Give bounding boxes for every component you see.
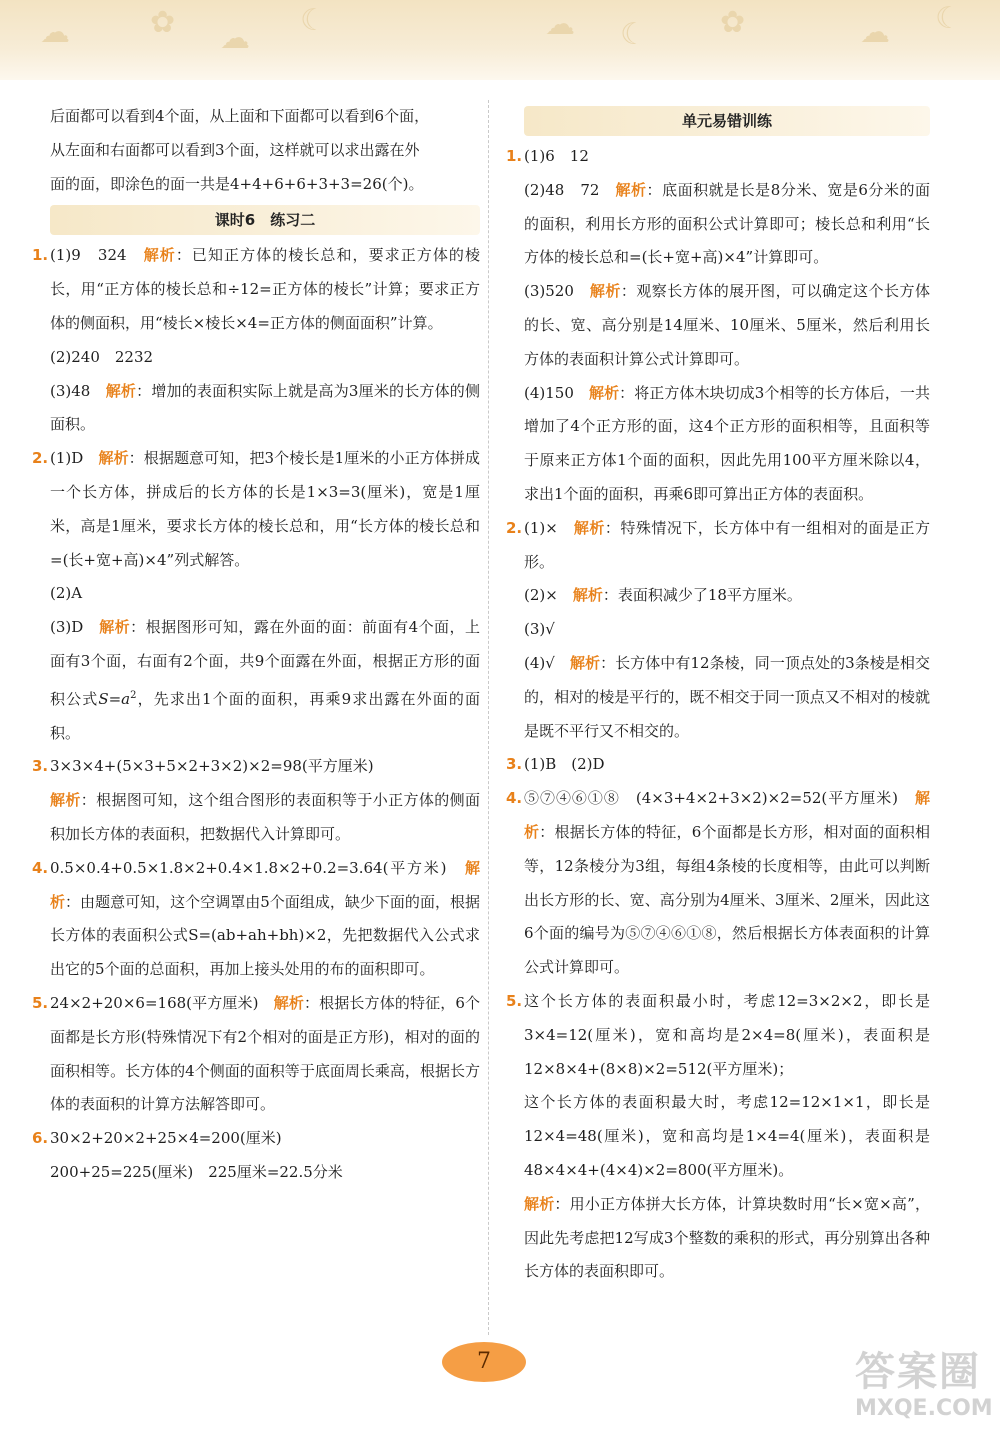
answer-5: 24×2+20×6=168(平方厘米) 解析：根据长方体的特征，6个面都是长方形(特殊情况下有2个相对的面是正方形)，相对的面的面积相等。长方体的4个侧面的面积等于底面周长乘高，根据长方体的表面积的计算方法解答即可。 (50, 993, 481, 1114)
answer-2-4: (4)√ 解析：长方体中有12条棱，同一顶点处的3条棱是相交的，相对的棱是平行的，既不相交于同一顶点又不相对的棱就是既不平行又不相交的。 (524, 653, 930, 740)
cloud-decor-icon: ☁ (220, 21, 250, 56)
analysis-label: 解析 (50, 791, 81, 810)
column-divider (488, 100, 489, 1335)
cloud-decor-icon: ☾ (620, 17, 647, 52)
cloud-decor-icon: ☁ (860, 15, 890, 50)
question-number: 5. (506, 991, 523, 1010)
analysis-label: 解析 (50, 858, 480, 911)
analysis-label: 解析 (273, 993, 305, 1012)
question-5 (506, 985, 930, 1289)
analysis-label: 解析 (524, 789, 930, 841)
section-title-unit-errors: 单元易错训练 (524, 106, 930, 136)
analysis-label: 解析 (589, 383, 620, 402)
question-number: 1. (32, 246, 49, 265)
answer-1-3: (3)520 解析：观察长方体的展开图，可以确定这个长方体的长、宽、高分别是14厘米、10厘米、5厘米，然后利用长方体的表面积计算公式计算即可。 (524, 282, 930, 368)
question-number: 5. (32, 993, 49, 1012)
answer-2-2: (2)× 解析：表面积减少了18平方厘米。 (524, 586, 802, 605)
answer-1-1: (1)6 12 (524, 147, 589, 165)
answer-2-1: (1)× 解析：特殊情况下，长方体中有一组相对的面是正方形。 (524, 518, 930, 571)
cloud-decor-icon: ✿ (150, 5, 176, 40)
answer-2-1: (1)D 解析：根据题意可知，把3个棱长是1厘米的小正方体拼成一个长方体，拼成后的长方体的长是1×3=3(厘米)，宽是1厘米，高是1厘米，要求长方体的棱长总和，用“长方体的棱长总和=(长+宽+高)×4”列式解答。 (50, 449, 480, 569)
site-watermark (855, 1348, 995, 1430)
watermark-logo: 答案圈 (855, 1349, 981, 1395)
answer-3: (1)B (2)D (524, 755, 605, 774)
question-number: 6. (32, 1129, 49, 1148)
answer-5-min: 这个长方体的表面积最小时，考虑12=3×2×2，即长是3×4=12(厘米)，宽和高均是2×4=8(厘米)，表面积是12×8×4+(8×8)×2=512(平方厘米)； (524, 991, 930, 1078)
page-number-badge: 7 (442, 1342, 526, 1382)
answer-1-2: (2)240 2232 (50, 347, 154, 366)
question-4 (32, 852, 480, 987)
analysis-label: 解析 (143, 246, 176, 265)
question-1 (506, 140, 930, 512)
question-5 (32, 987, 480, 1122)
continuation-line: 面的面，即涂色的面一共是4+4+6+6+3+3=26(个)。 (50, 174, 424, 193)
answer-2-3: (3)√ (524, 620, 555, 639)
question-1 (32, 239, 480, 442)
analysis-label: 解析 (105, 381, 137, 400)
watermark-site: MXQE.COM (855, 1396, 993, 1421)
analysis-label: 解析 (573, 518, 605, 537)
question-number: 1. (506, 147, 523, 165)
question-2 (32, 442, 480, 750)
answer-2-2: (2)A (50, 584, 83, 603)
question-number: 4. (506, 789, 523, 808)
answer-4: ⑤⑦④⑥①⑧ (4×3+4×2+3×2)×2=52(平方厘米) 解析：根据长方体的特征，6个面都是长方形，相对面的面积相等，12条棱分为3组，每组4条棱的长度相等，由此可以判断出长方形的长、宽、高分别为4厘米、3厘米、2厘米，因此这6个面的编号为⑤⑦④⑥①⑧，然后根据长方体表面积的计算公式计算即可。 (524, 789, 930, 977)
question-3 (32, 750, 480, 851)
question-number: 2. (32, 449, 49, 468)
question-number: 3. (506, 755, 523, 774)
answer-1-2: (2)48 72 解析：底面积就是长是8分米、宽是6分米的面的面积，利用长方形的面积公式计算即可；棱长总和利用“长方体的棱长总和=(长+宽+高)×4”计算即可。 (524, 180, 930, 267)
cloud-decor-icon: ☾ (935, 1, 962, 36)
question-2 (506, 512, 930, 749)
header-decor-band (0, 0, 1000, 80)
cloud-decor-icon: ☁ (40, 15, 70, 50)
question-number: 3. (32, 757, 49, 776)
answer-3-formula: 3×3×4+(5×3+5×2+3×2)×2=98(平方厘米) (50, 757, 374, 776)
analysis-label: 解析 (98, 449, 129, 468)
analysis-label: 解析 (615, 180, 647, 199)
cloud-decor-icon: ☁ (545, 7, 575, 42)
analysis-label: 解析 (572, 586, 603, 605)
question-6 (32, 1122, 480, 1190)
answer-4: 0.5×0.4+0.5×1.8×2+0.4×1.8×2+0.2=3.64(平方米) 解析：由题意可知，这个空调罩由5个面组成，缺少下面的面，根据长方体的表面积公式S=(ab+ah+bh)×2，先把数据代入公式求出它的5个面的总面积，再加上接头处用的布的面积即可。 (50, 858, 480, 979)
question-number: 2. (506, 518, 523, 537)
answer-5-analysis: 解析：用小正方体拼大长方体，计算块数时用“长×宽×高”，因此先考虑把12写成3个整数的乘积的形式，再分别算出各种长方体的表面积即可。 (524, 1194, 930, 1281)
section-title-lesson6: 课时6 练习二 (50, 205, 480, 235)
analysis-label: 解析 (569, 653, 601, 672)
answer-2-3: (3)D 解析：根据图形可知，露在外面的面：前面有4个面，上面有3个面，右面有2个面，共9个面露在外面，根据正方形的面积公式$S=a^2$，先求出1个面的面积，再乘9求出露在外面的面积。 (50, 618, 480, 742)
answer-5-max: 这个长方体的表面积最大时，考虑12=12×1×1，即长是12×4=48(厘米)，宽和高均是1×4=4(厘米)，表面积是48×4×4+(4×4)×2=800(平方厘米)。 (524, 1093, 930, 1179)
cloud-decor-icon: ✿ (720, 5, 746, 40)
analysis-label: 解析 (589, 282, 621, 301)
answer-6-line1: 30×2+20×2+25×4=200(厘米) (50, 1129, 282, 1148)
question-4 (506, 782, 930, 985)
formula-exponent: 2 (130, 689, 137, 701)
answer-1-1: (1)9 324 解析：已知正方体的棱长总和，要求正方体的棱长，用“正方体的棱长总和÷12=正方体的棱长”计算；要求正方体的侧面积，用“棱长×棱长×4=正方体的侧面面积”计算。 (50, 246, 480, 332)
question-3 (506, 748, 930, 782)
continuation-line: 后面都可以看到4个面，从上面和下面都可以看到6个面， (50, 107, 430, 125)
answer-1-3: (3)48 解析：增加的表面积实际上就是高为3厘米的长方体的侧面积。 (50, 381, 480, 434)
analysis-label: 解析 (524, 1194, 555, 1213)
answer-1-4: (4)150 解析：将正方体木块切成3个相等的长方体后，一共增加了4个正方形的面，这4个正方形的面积相等，且面积等于原来正方体1个面的面积，因此先用100平方厘米除以4，求出1个面的面积，再乘6即可算出正方体的表面积。 (524, 383, 930, 503)
continuation-line: 从左面和右面都可以看到3个面，这样就可以求出露在外 (50, 140, 420, 159)
area-formula: S=a (98, 689, 131, 708)
answer-3-analysis: 解析：根据图可知，这个组合图形的表面积等于小正方体的侧面积加长方体的表面积，把数据代入计算即可。 (50, 791, 480, 843)
cloud-decor-icon: ☾ (300, 3, 327, 38)
analysis-label: 解析 (99, 618, 131, 637)
right-column (506, 100, 930, 1289)
answer-6-line2: 200+25=225(厘米) 225厘米=22.5分米 (50, 1162, 343, 1181)
left-column (32, 100, 480, 1190)
question-number: 4. (32, 858, 49, 877)
